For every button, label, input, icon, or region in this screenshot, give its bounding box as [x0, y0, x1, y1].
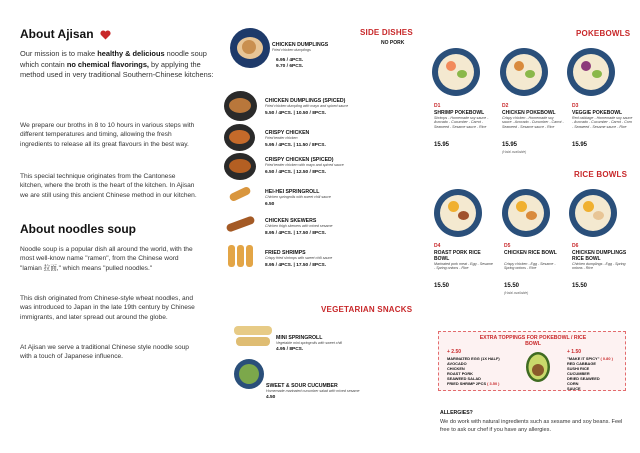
- noodles-paragraph-2: This dish originated from Chinese-style wheat noodles, and was introduced to Japan in the late 19th century by Chinese immigrants, and later spread out around the globe.: [20, 295, 195, 321]
- dish-name: HEI-HEI SPRINGROLL: [265, 189, 320, 195]
- item-name: CHICKEN DUMPLINGS RICE BOWL: [572, 250, 627, 262]
- dish-price: 6.50 / 4PCS. | 12.50 / 8PCS.: [265, 170, 327, 175]
- dish-name: CHICKEN DUMPLINGS: [272, 42, 329, 48]
- item-code: D5: [504, 243, 511, 249]
- topping-item: AVOCADO: [447, 361, 467, 366]
- toppings-left-price: + 2.50: [447, 349, 462, 355]
- dish-desc: Crispy fried shrimps with sweet chili sauce: [265, 256, 333, 260]
- topping-item: SAUCE: [567, 386, 581, 391]
- pokebowls-title: POKEBOWLS: [576, 29, 631, 38]
- item-name: SHRIMP POKEBOWL: [434, 110, 485, 116]
- dish-name: CRISPY CHICKEN: [265, 130, 310, 136]
- dish-name: SWEET & SOUR CUCUMBER: [266, 383, 338, 389]
- dish-price: 9.70 / 6PCS.: [276, 64, 304, 69]
- topping-item: CHICKEN: [447, 366, 465, 371]
- dish-image-cucumber: [234, 359, 264, 389]
- item-price: 15.95: [572, 142, 588, 148]
- dish-name: CHICKEN SKEWERS: [265, 218, 317, 224]
- dish-image-chicken-dumplings-spiced: [224, 91, 257, 121]
- topping-item: CUCUMBER: [567, 371, 590, 376]
- dish-price: 4.95 / 8PCS.: [276, 347, 304, 352]
- item-note: (Halal available): [504, 291, 529, 295]
- dish-image-crispy-chicken: [224, 124, 255, 151]
- dish-price: 6.50: [265, 202, 275, 207]
- about-paragraph-3: This special technique originates from the Cantonese kitchen, where the broth is the heart of the kitchen. In Ajisan we are still using this ancient Chinese method in our kitchen.: [20, 173, 197, 199]
- bowl-image-shrimp: [432, 48, 480, 96]
- item-price: 15.50: [572, 283, 588, 289]
- extra-toppings-box: [438, 331, 626, 391]
- topping-item: SUSHI RICE: [567, 366, 590, 371]
- dish-price: 5.50 / 4PCS. | 10.50 / 8PCS.: [265, 111, 327, 116]
- topping-item: RED CABBAGE: [567, 361, 596, 366]
- item-name: VEGGIE POKEBOWL: [572, 110, 623, 116]
- bowl-image-chicken-rice: [502, 189, 550, 237]
- side-dishes-subtitle: NO PORK: [381, 40, 405, 46]
- heart-icon: [100, 30, 111, 40]
- item-name: ROAST PORK RICE BOWL: [434, 250, 481, 262]
- rice-bowls-title: RICE BOWLS: [574, 170, 628, 179]
- item-price: 15.50: [434, 283, 450, 289]
- dish-image-fried-shrimps: [224, 241, 257, 271]
- topping-item: ROAST PORK: [447, 371, 473, 376]
- item-price: 15.50: [504, 283, 520, 289]
- bowl-image-veggie: [567, 48, 615, 96]
- dish-price: 8.95 / 4PCS. | 17.50 / 8PCS.: [265, 231, 327, 236]
- topping-item: FRIED SHRIMP 2PCS ( 3.50 ): [447, 381, 500, 386]
- item-price: 15.95: [502, 142, 518, 148]
- dish-desc: Chicken thigh skewers with mixed sesame: [265, 224, 333, 228]
- topping-item: MARINATED EGG (1X HALF): [447, 356, 500, 361]
- about-paragraph-1: Our mission is to make healthy & delicious noodle soup which contain no chemical flavorings, by applying the method used in very traditional Southern-Chinese kitchens:: [20, 49, 214, 80]
- toppings-title: EXTRA TOPPINGS FOR POKEBOWL / RICE BOWL: [479, 335, 587, 347]
- dish-price: 4.50: [266, 395, 276, 400]
- item-code: D6: [572, 243, 579, 249]
- dish-name: CHICKEN DUMPLINGS (SPICED): [265, 98, 346, 104]
- dish-price: 8.95 / 4PCS. | 17.50 / 8PCS.: [265, 263, 327, 268]
- dish-desc: Fried tender chicken with mayo and spiced sauce: [265, 163, 344, 167]
- vegetarian-title: VEGETARIAN SNACKS: [321, 305, 413, 314]
- topping-item: DRIED SEAWEED: [567, 376, 600, 381]
- item-name: CHICKEN POKEBOWL: [502, 110, 556, 116]
- item-desc: Crispy chicken - Homemade soy sauce - Avocado - Cucumber - Carrot - Seaweed - Sesame sauce - Rice: [502, 116, 564, 129]
- dish-desc: Fried tender chicken: [265, 136, 298, 140]
- dish-image-springroll: [226, 182, 253, 208]
- dish-name: FRIED SHRIMPS: [265, 250, 306, 256]
- item-desc: Red cabbage - Homemade soy sauce - Avocado - Cucumber - Carrot - Corn - Seaweed - Sesame sauce - Rice: [572, 116, 633, 129]
- bowl-image-roast-pork: [434, 189, 482, 237]
- item-desc: Shrimps - Homemade soy sauce - Avocado - Cucumber - Carrot - Seaweed - Sesame sauce - Rice: [434, 116, 489, 129]
- dish-desc: Homemade marinated cucumber salad with mixed sesame: [266, 389, 360, 393]
- topping-item: "MAKE IT SPICY" ( 0.80 ): [567, 356, 613, 361]
- about-paragraph-2: We prepare our broths in 8 to 10 hours in various steps with different temperatures and timing, allowing the fresh ingredients to release all its great flavours in the best way.: [20, 122, 195, 148]
- item-name: CHICKEN RICE BOWL: [504, 250, 557, 256]
- dish-desc: Fried chicken dumpling with mayo and spiced sauce: [265, 104, 349, 108]
- bowl-image-chicken: [500, 48, 548, 96]
- dish-image-chicken-skewers: [224, 211, 257, 239]
- side-dishes-title: SIDE DISHES: [360, 28, 413, 37]
- dish-price: 5.95 / 4PCS. | 11.50 / 8PCS.: [265, 143, 326, 148]
- about-title: About Ajisan: [20, 27, 111, 41]
- item-code: D3: [572, 103, 579, 109]
- dish-desc: Vegetable mini springrolls with sweet chili: [276, 341, 342, 345]
- allergies-text: We do work with natural ingredients such as sesame and soy beans. Feel free to ask our chef if you have any allergies.: [440, 419, 623, 433]
- allergies-title: ALLERGIES?: [440, 410, 473, 416]
- item-code: D4: [434, 243, 441, 249]
- dish-image-chicken-dumplings: [230, 28, 270, 68]
- topping-item: CORN: [567, 381, 579, 386]
- avocado-icon: [523, 348, 553, 384]
- topping-item: SEAWEED SALAD: [447, 376, 481, 381]
- dish-price: 6.95 / 4PCS.: [276, 58, 304, 63]
- item-desc: Marinated pork meat - Egg - Sesame - Spring onions - Rice: [434, 262, 493, 271]
- dish-desc: Chicken springrolls with sweet chili sauce: [265, 195, 331, 199]
- item-code: D1: [434, 103, 441, 109]
- item-desc: Crispy chicken - Egg - Sesame - Spring onions - Rice: [504, 262, 556, 271]
- dish-name: CRISPY CHICKEN (SPICED): [265, 157, 334, 163]
- item-price: 15.95: [434, 142, 450, 148]
- dish-name: MINI SPRINGROLL: [276, 335, 323, 341]
- noodles-title: About noodles soup: [20, 222, 136, 236]
- item-desc: Chicken dumplings - Egg - Spring onions - Rice: [572, 262, 626, 271]
- noodles-paragraph-3: At Ajisan we serve a traditional Chinese style noodle soup with a touch of Japanese influence.: [20, 344, 189, 361]
- item-code: D2: [502, 103, 509, 109]
- dish-desc: Fried chicken dumplings: [272, 48, 311, 52]
- noodles-paragraph-1: Noodle soup is a popular dish all around the world, with the most well-know name "ramen", from the Chinese word "lamian 拉面," which means "pulled noodles.": [20, 246, 193, 272]
- dish-image-mini-springroll: [232, 316, 274, 356]
- bowl-image-dumplings-rice: [569, 189, 617, 237]
- toppings-right-price: + 1.50: [567, 349, 582, 355]
- dish-image-crispy-chicken-spiced: [224, 153, 256, 180]
- item-note: (Halal available): [502, 150, 527, 154]
